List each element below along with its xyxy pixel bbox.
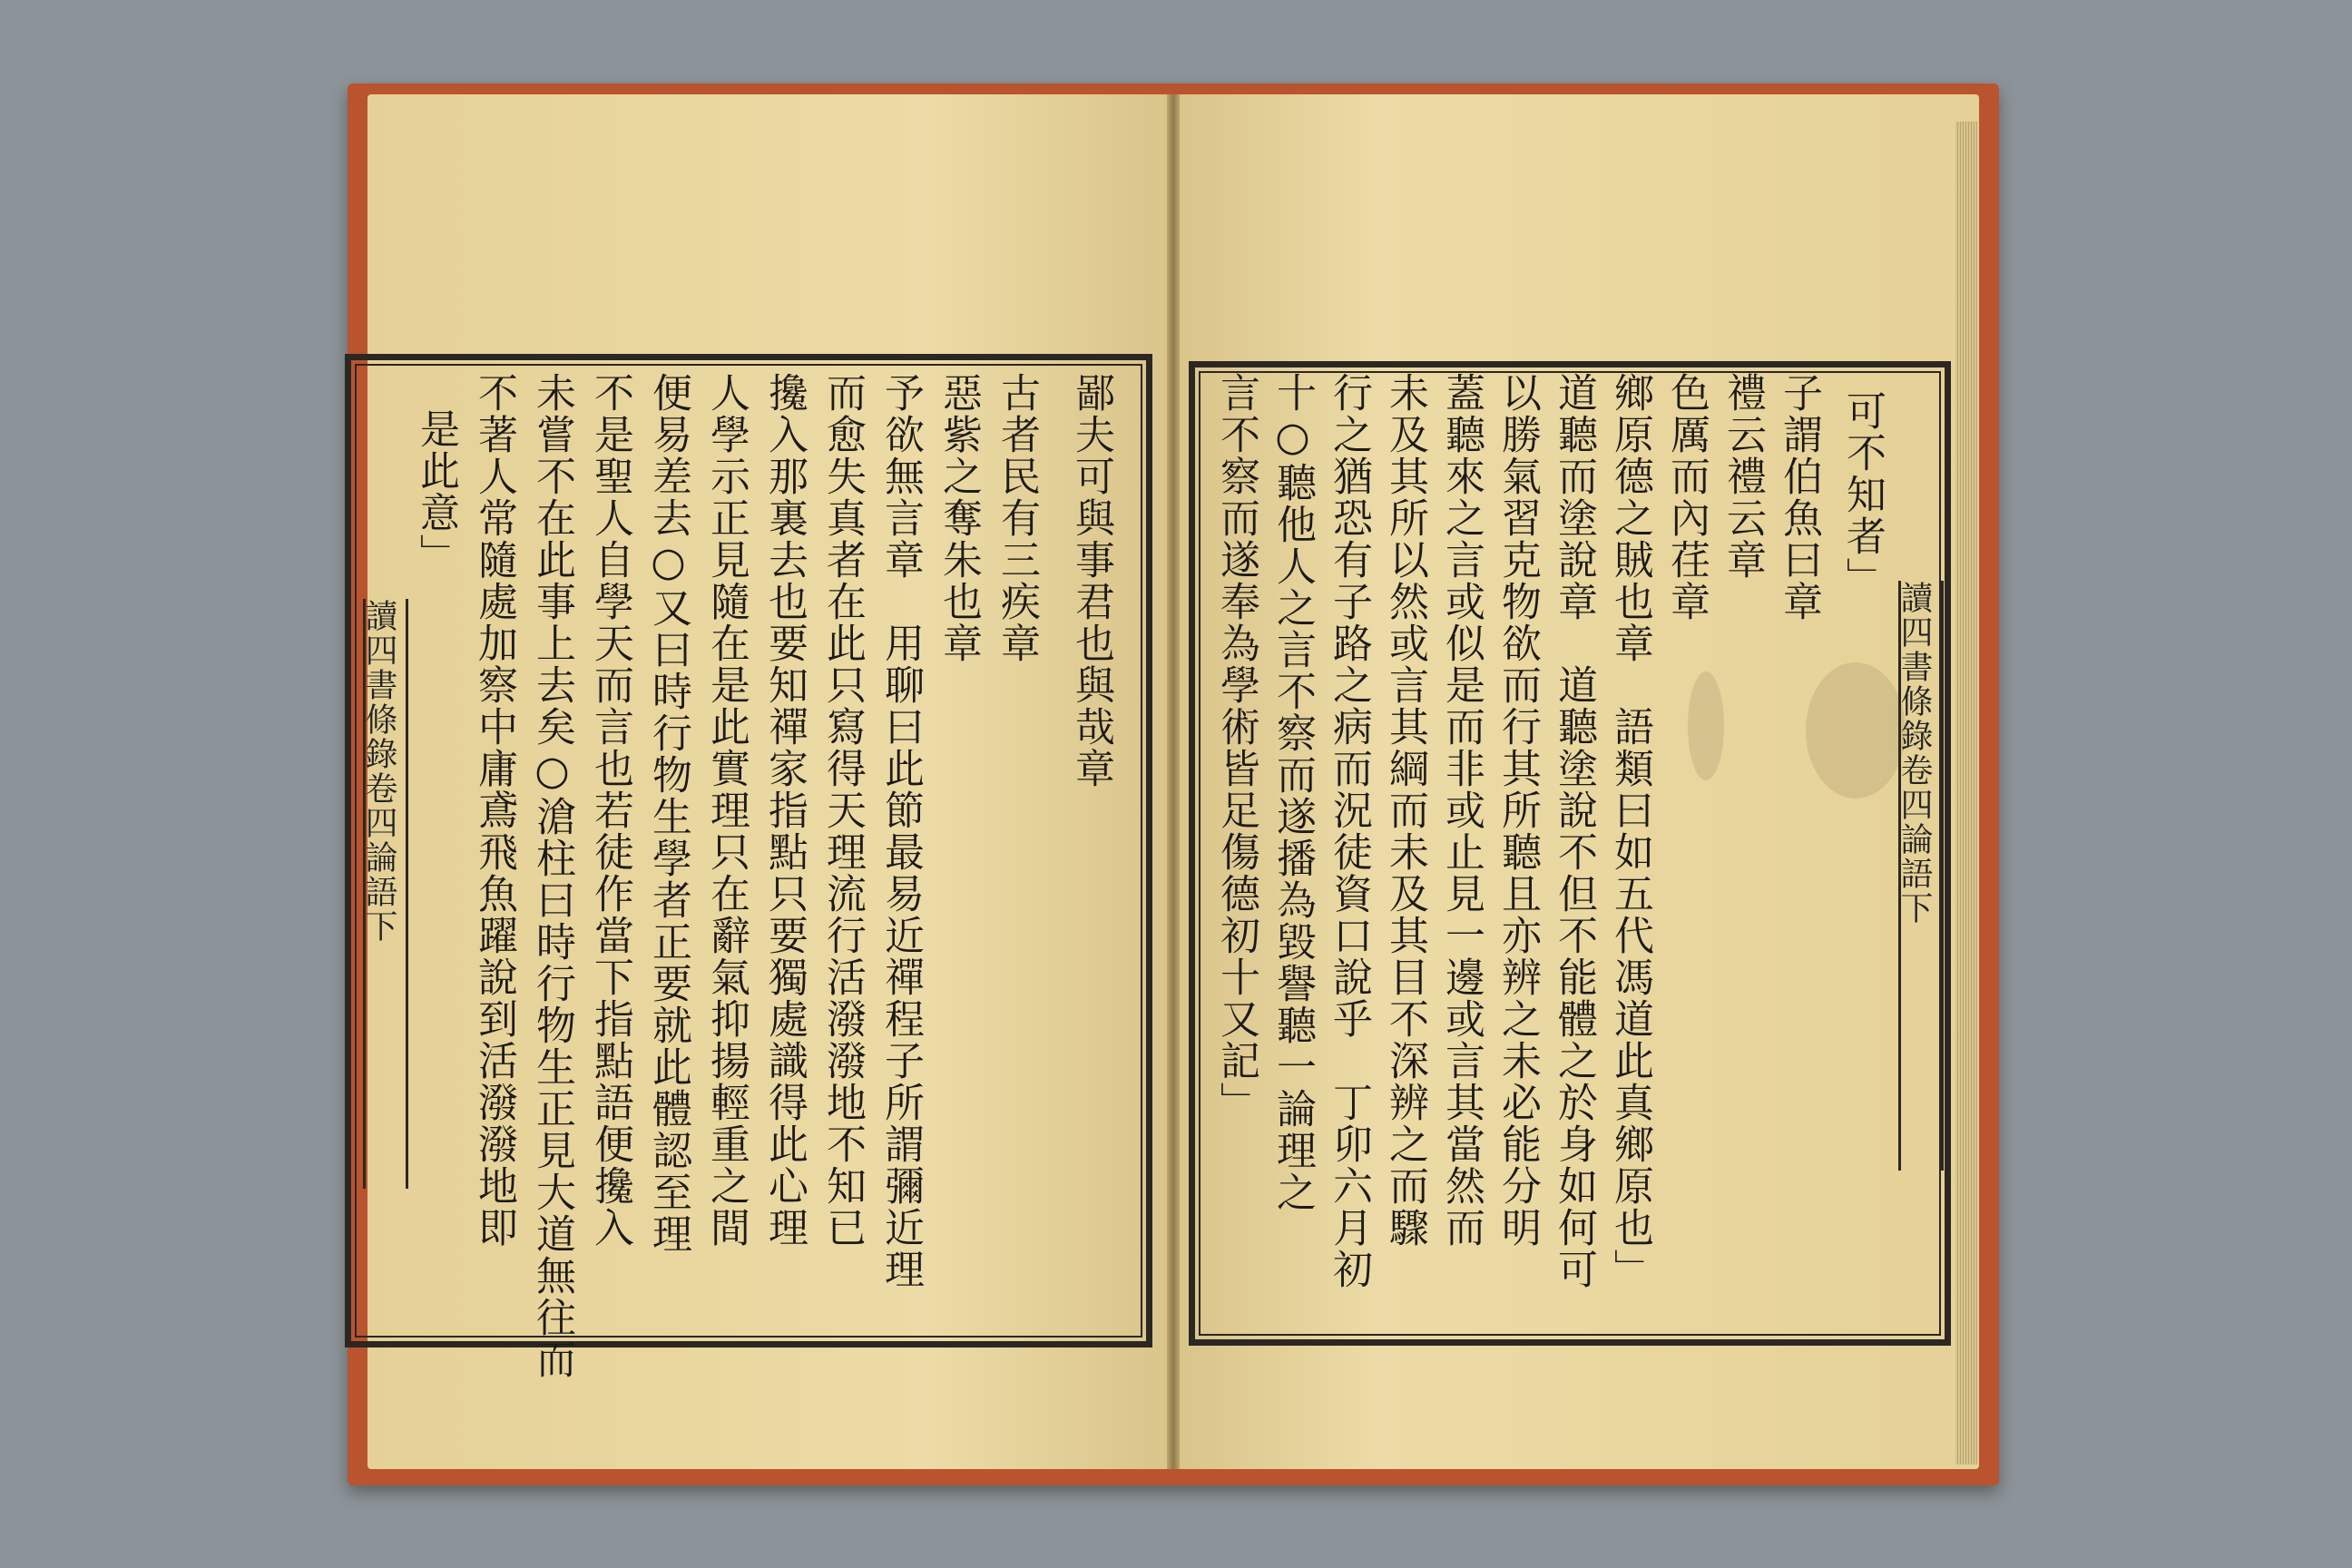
left-col-10: 惡紫之奪朱也章 xyxy=(936,372,982,664)
right-col-7: 以勝氣習克物欲而行其所聽且亦辨之未必能分明 xyxy=(1494,372,1541,1249)
right-col-9: 未及其所以然或言其綱而未及其目不深辨之而驟 xyxy=(1382,372,1428,1249)
ink-smudge xyxy=(1688,671,1724,780)
ink-smudge xyxy=(1806,662,1906,799)
left-col-12: 鄙夫可與事君也與哉章 xyxy=(1068,372,1114,789)
left-col-3: 未嘗不在此事上去矣○滄柱曰時行物生正見大道無往而 xyxy=(529,372,575,1380)
left-col-11: 古者民有三疾章 xyxy=(994,372,1040,664)
right-col-2: 子謂伯魚曰章 xyxy=(1776,372,1822,622)
right-col-4: 色厲而內荏章 xyxy=(1663,372,1710,622)
page-edges xyxy=(1955,122,1977,1465)
right-col-5: 鄉原德之賊也章 語類曰如五代馮道此真鄉原也」 xyxy=(1607,372,1653,1290)
right-col-11: 十○聽他人之言不察而遂播為毀譽聽一論理之 xyxy=(1269,372,1316,1213)
left-col-6: 人學示正見隨在是此實理只在辭氣抑揚輕重之間 xyxy=(703,372,750,1249)
left-col-9: 予欲無言章 用聊曰此節最易近禪程子所謂彌近理 xyxy=(877,372,924,1290)
left-col-7: 攙入那裏去也要知禪家指點只要獨處識得此心理 xyxy=(761,372,808,1249)
left-col-2: 不著人常隨處加察中庸鳶飛魚躍說到活潑潑地即 xyxy=(471,372,517,1249)
right-col-1: 可不知者」 xyxy=(1839,390,1886,599)
left-col-5: 便易差去○又曰時行物生學者正要就此體認至理 xyxy=(645,372,691,1255)
left-col-8: 而愈失真者在此只寫得天理流行活潑潑地不知已 xyxy=(819,372,866,1249)
right-col-8: 蓋聽來之言或似是而非或止見一邊或言其當然而 xyxy=(1438,372,1485,1249)
left-edge-title: 讀四書條錄卷四論語下 xyxy=(363,599,408,1189)
book-gutter xyxy=(1167,94,1180,1469)
right-edge-title: 讀四書條錄卷四論語下 xyxy=(1898,581,1944,1171)
left-col-1: 是此意」 xyxy=(413,408,459,575)
left-col-4: 不是聖人自學天而言也若徒作當下指點語便攙入 xyxy=(587,372,633,1249)
right-col-10: 行之猶恐有子路之病而況徒資口說乎 丁卯六月初 xyxy=(1326,372,1372,1290)
right-col-6: 道聽而塗說章 道聽塗說不但不能體之於身如何可 xyxy=(1551,372,1597,1290)
right-col-12: 言不察而遂奉為學術皆足傷德初十又記」 xyxy=(1213,372,1259,1123)
right-col-3: 禮云禮云章 xyxy=(1720,372,1766,581)
